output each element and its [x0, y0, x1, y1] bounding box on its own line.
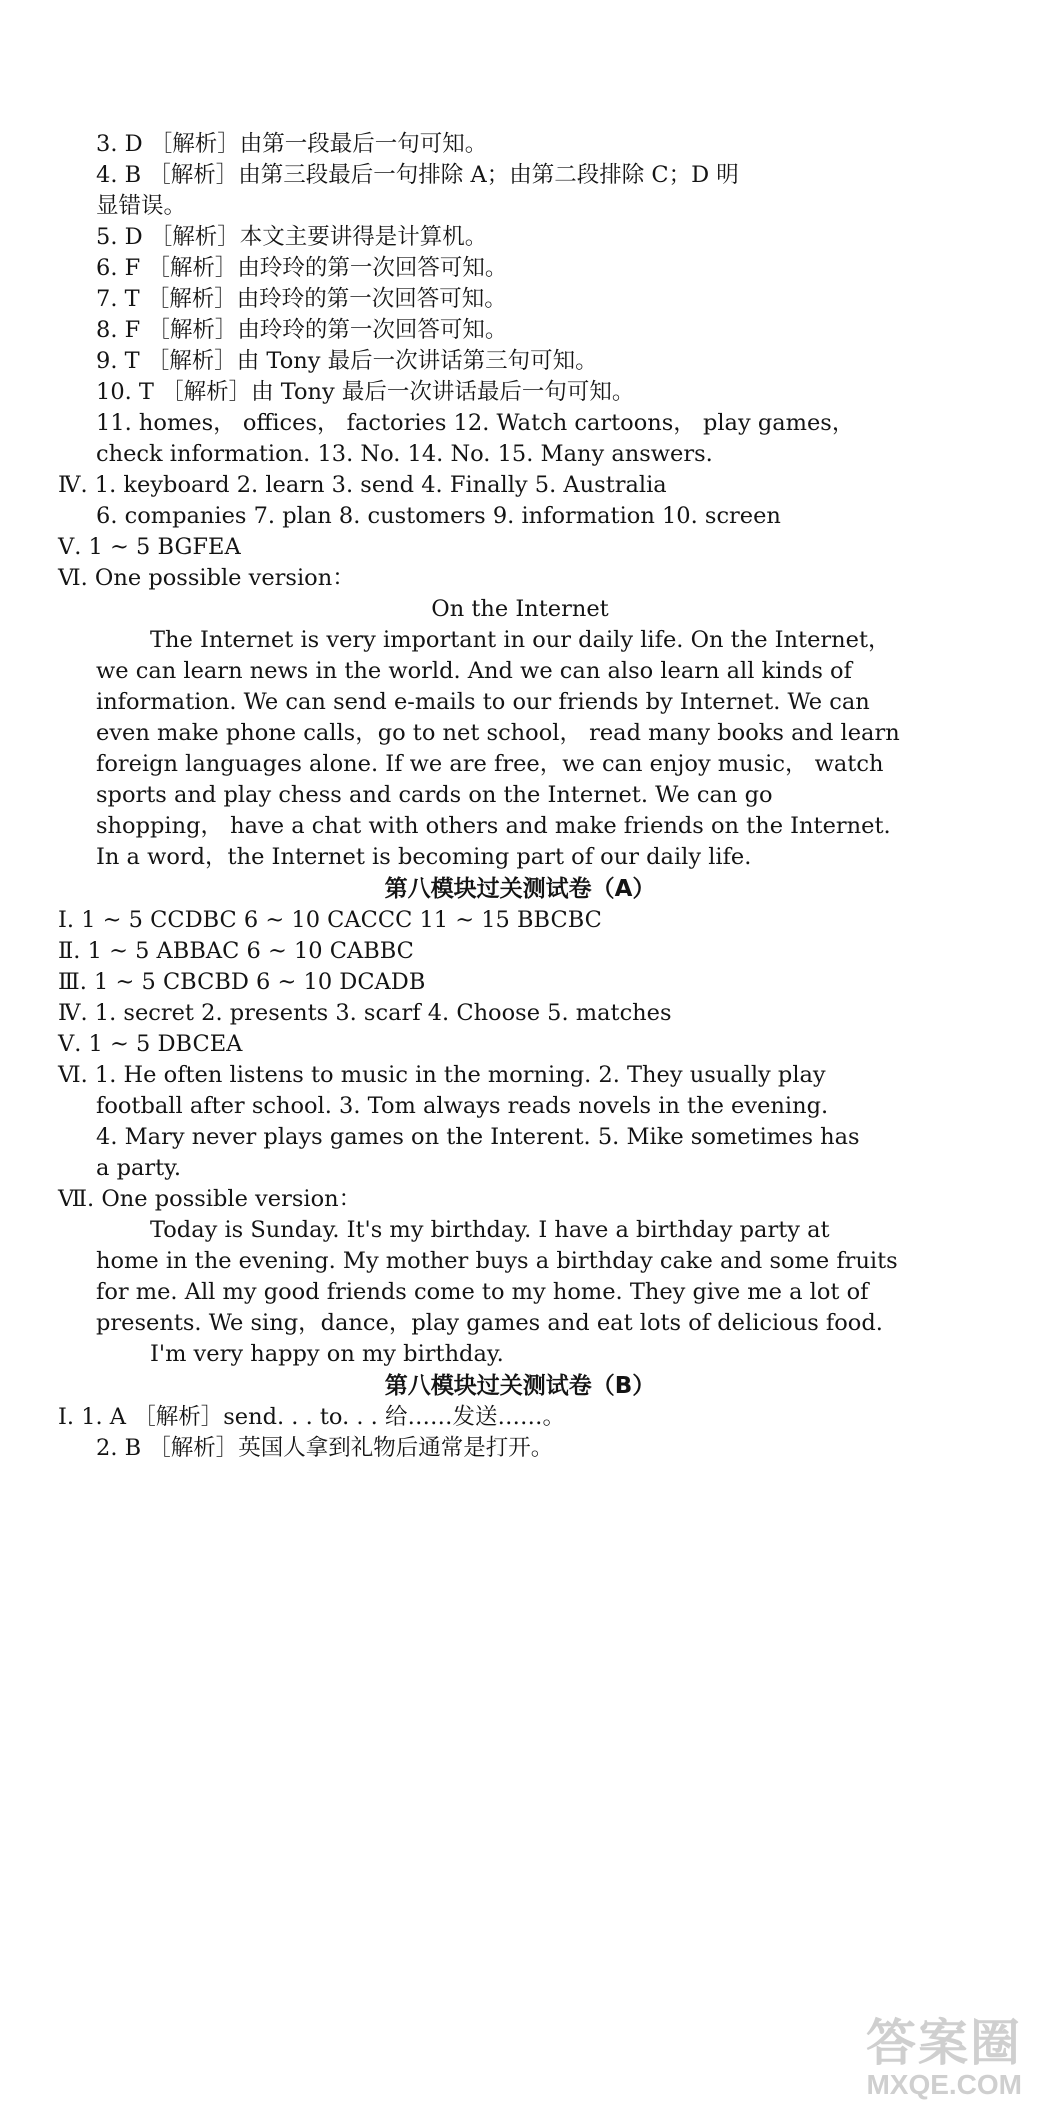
section-heading: Ⅶ. One possible version：: [58, 1186, 362, 1212]
answer-line: a party.: [96, 1155, 182, 1181]
answer-line: 4. B ［解析］由第三段最后一句排除 A；由第二段排除 C；D 明: [96, 162, 739, 188]
answer-line: football after school. 3. Tom always reads novels in the evening.: [96, 1093, 829, 1119]
essay-line: even make phone calls，go to net school， read many books and learn: [96, 720, 900, 746]
section-heading: Ⅳ. 1. keyboard 2. learn 3. send 4. Finally 5. Australia: [58, 472, 667, 498]
test-title: 第八模块过关测试卷（A）: [384, 876, 656, 902]
essay-line: we can learn news in the world. And we can also learn all kinds of: [96, 658, 852, 684]
answer-line: 5. D ［解析］本文主要讲得是计算机。: [96, 224, 488, 250]
answer-line: check information. 13. No. 14. No. 15. Many answers.: [96, 441, 713, 467]
essay-line: shopping， have a chat with others and make friends on the Internet.: [96, 813, 891, 839]
answer-line: 7. T ［解析］由玲玲的第一次回答可知。: [96, 286, 507, 312]
section-heading: Ⅰ. 1. A ［解析］send. . . to. . . 给……发送……。: [58, 1404, 565, 1430]
test-title: 第八模块过关测试卷（B）: [384, 1373, 656, 1399]
section-heading: Ⅴ. 1 ~ 5 DBCEA: [58, 1031, 243, 1057]
essay-line: foreign languages alone. If we are free，we can enjoy music， watch: [96, 751, 884, 777]
essay-line: In a word，the Internet is becoming part of our daily life.: [96, 844, 752, 870]
section-heading: Ⅴ. 1 ~ 5 BGFEA: [58, 534, 241, 560]
essay-line: presents. We sing，dance，play games and eat lots of delicious food.: [96, 1310, 883, 1336]
section-heading: Ⅰ. 1 ~ 5 CCDBC 6 ~ 10 CACCC 11 ~ 15 BBCBC: [58, 907, 602, 933]
essay-line: I'm very happy on my birthday.: [150, 1341, 504, 1367]
answer-line: 6. companies 7. plan 8. customers 9. information 10. screen: [96, 503, 781, 529]
answer-line: 显错误。: [96, 193, 187, 219]
answer-line: 3. D ［解析］由第一段最后一句可知。: [96, 131, 488, 157]
section-heading: Ⅵ. One possible version：: [58, 565, 355, 591]
section-heading: Ⅳ. 1. secret 2. presents 3. scarf 4. Choose 5. matches: [58, 1000, 672, 1026]
answer-line: 11. homes， offices， factories 12. Watch cartoons， play games，: [96, 410, 855, 436]
essay-line: for me. All my good friends come to my home. They give me a lot of: [96, 1279, 869, 1305]
essay-line: home in the evening. My mother buys a birthday cake and some fruits: [96, 1248, 898, 1274]
answer-line: 8. F ［解析］由玲玲的第一次回答可知。: [96, 317, 508, 343]
essay-line: information. We can send e-mails to our friends by Internet. We can: [96, 689, 870, 715]
essay-line: Today is Sunday. It's my birthday. I have a birthday party at: [150, 1217, 830, 1243]
section-heading: Ⅱ. 1 ~ 5 ABBAC 6 ~ 10 CABBC: [58, 938, 414, 964]
section-heading: Ⅲ. 1 ~ 5 CBCBD 6 ~ 10 DCADB: [58, 969, 426, 995]
essay-title: On the Internet: [431, 596, 609, 622]
section-heading: Ⅵ. 1. He often listens to music in the morning. 2. They usually play: [58, 1062, 826, 1088]
answer-line: 4. Mary never plays games on the Interent. 5. Mike sometimes has: [96, 1124, 860, 1150]
site-watermark: [832, 2016, 1022, 2100]
answer-line: 10. T ［解析］由 Tony 最后一次讲话最后一句可知。: [96, 379, 635, 405]
answer-line: 2. B ［解析］英国人拿到礼物后通常是打开。: [96, 1435, 554, 1461]
essay-line: sports and play chess and cards on the Internet. We can go: [96, 782, 773, 808]
answer-line: 9. T ［解析］由 Tony 最后一次讲话第三句可知。: [96, 348, 598, 374]
answer-line: 6. F ［解析］由玲玲的第一次回答可知。: [96, 255, 508, 281]
essay-line: The Internet is very important in our daily life. On the Internet，: [150, 627, 891, 653]
watermark-url: MXQE.COM: [866, 2069, 1022, 2100]
watermark-logo-text: 答案圈: [866, 2015, 1022, 2071]
